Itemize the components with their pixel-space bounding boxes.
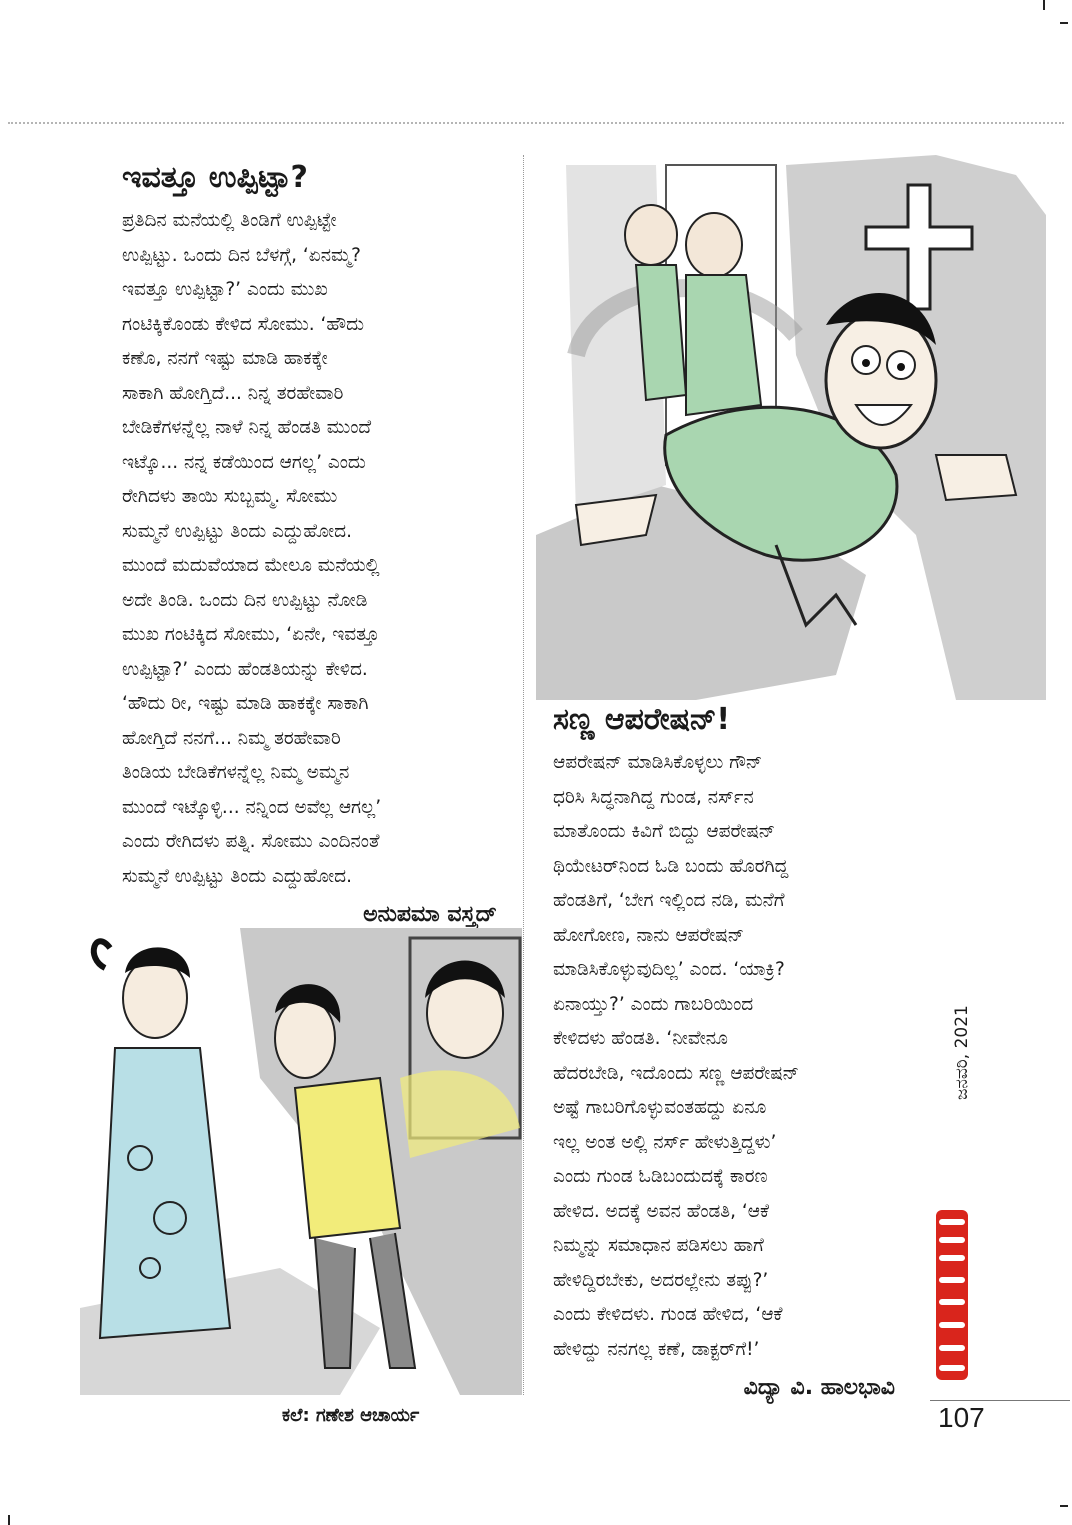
- text-line: ಅಷ್ಟೆ ಗಾಬರಿಗೊಳ್ಳುವಂತಹದ್ದು ಏನೂ: [553, 1097, 767, 1118]
- masthead-logo: [932, 1210, 972, 1380]
- text-line: ಮುಂದೆ ಮದುವೆಯಾದ ಮೇಲೂ ಮನೆಯಲ್ಲಿ: [122, 555, 380, 576]
- text-line: ಹೆಂಡತಿಗೆ, ‘ಬೇಗ ಇಲ್ಲಿಂದ ನಡಿ, ಮನೆಗೆ: [553, 890, 785, 911]
- text-line: ಉಪ್ಪಿಟ್ಟಾ?’ ಎಂದು ಹೆಂಡತಿಯನ್ನು ಕೇಳಿದ.: [122, 658, 368, 680]
- article-upittu: [122, 158, 497, 927]
- crop-mark: [1060, 1505, 1068, 1507]
- text-line: ಮುಖ ಗಂಟಿಕ್ಕಿದ ಸೋಮು, ‘ಏನೇ, ಇವತ್ತೂ: [122, 624, 380, 645]
- article-body: [553, 746, 895, 1367]
- text-line: ಕಣೊ, ನನಗೆ ಇಷ್ಟು ಮಾಡಿ ಹಾಕಕ್ಕೇ: [122, 348, 328, 369]
- text-line: ಹೋಗ್ತಿದೆ ನನಗೆ... ನಿಮ್ಮ ತರಹೇವಾರಿ: [122, 727, 341, 749]
- text-line: ಬೇಡಿಕೆಗಳನ್ನೆಲ್ಲ ನಾಳೆ ನಿನ್ನ ಹೆಂಡತಿ ಮುಂದೆ: [122, 417, 372, 438]
- article-body: [122, 204, 497, 894]
- article-title: ಸಣ್ಣ ಆಪರೇಷನ್!: [553, 702, 731, 737]
- text-line: ಮಾತೊಂದು ಕಿವಿಗೆ ಬಿದ್ದು ಆಪರೇಷನ್: [553, 821, 776, 842]
- text-line: ಎಂದು ಗುಂಡ ಓಡಿಬಂದುದಕ್ಕೆ ಕಾರಣ: [553, 1166, 768, 1187]
- text-line: ಇವತ್ತೂ ಉಪ್ಪಿಟ್ಟಾ?’ ಎಂದು ಮುಖ: [122, 279, 328, 300]
- text-line: ಧರಿಸಿ ಸಿದ್ಧನಾಗಿದ್ದ ಗುಂಡ, ನರ್ಸ್‌ನ: [553, 786, 754, 808]
- text-line: ಮುಂದೆ ಇಟ್ಕೊಳ್ಳಿ... ನನ್ನಿಂದ ಅವೆಲ್ಲ ಆಗಲ್ಲ’: [122, 796, 382, 818]
- crop-mark: [1060, 22, 1068, 24]
- text-line: ಏನಾಯ್ತು?’ ಎಂದು ಗಾಬರಿಯಿಂದ: [553, 993, 754, 1015]
- top-dotted-rule: [8, 122, 1064, 124]
- issue-date: ಜನವರಿ, 2021: [952, 1005, 972, 1100]
- text-line: ಹೆದರಬೇಡಿ, ಇದೊಂದು ಸಣ್ಣ ಆಪರೇಷನ್: [553, 1062, 800, 1084]
- crop-mark: [8, 1515, 10, 1525]
- text-line: ಕೇಳಿದಳು ಹೆಂಡತಿ. ‘ನೀವೇನೂ: [553, 1028, 728, 1049]
- text-line: ಸಾಕಾಗಿ ಹೋಗ್ತಿದೆ... ನಿನ್ನ ತರಹೇವಾರಿ: [122, 382, 344, 404]
- footer-rule: [930, 1400, 1070, 1401]
- author-byline: ವಿದ್ಯಾ ವಿ. ಹಾಲಭಾವಿ: [743, 1375, 895, 1400]
- text-line: ಸುಮ್ಮನೆ ಉಪ್ಪಿಟ್ಟು ತಿಂದು ಎದ್ದುಹೋದ.: [122, 520, 352, 542]
- author-byline: ಅನುಪಮಾ ವಸ್ತ್ರದ್: [363, 902, 497, 927]
- text-line: ತಿಂಡಿಯ ಬೇಡಿಕೆಗಳನ್ನೆಲ್ಲ ನಿಮ್ಮ ಅಮ್ಮನ: [122, 762, 350, 783]
- text-line: ಎಂದು ಕೇಳಿದಳು. ಗುಂಡ ಹೇಳಿದ, ‘ಆಕೆ: [553, 1304, 783, 1325]
- article-small-operation: [553, 700, 895, 1400]
- text-line: ಹೋಗೋಣ, ನಾನು ಆಪರೇಷನ್: [553, 924, 745, 946]
- text-line: ನಿಮ್ಮನ್ನು ಸಮಾಧಾನ ಪಡಿಸಲು ಹಾಗೆ: [553, 1235, 764, 1256]
- text-line: ಅದೇ ತಿಂಡಿ. ಒಂದು ದಿನ ಉಪ್ಪಿಟ್ಟು ನೋಡಿ: [122, 589, 368, 611]
- family-illustration: [80, 928, 522, 1395]
- text-line: ಉಪ್ಪಿಟ್ಟು. ಒಂದು ದಿನ ಬೆಳಗ್ಗೆ, ‘ಏನಮ್ಮ?: [122, 244, 361, 266]
- text-line: ಗಂಟಿಕ್ಕಿಕೊಂಡು ಕೇಳಿದ ಸೋಮು. ‘ಹೌದು: [122, 313, 364, 335]
- text-line: ಥಿಯೇಟರ್‌ನಿಂದ ಓಡಿ ಬಂದು ಹೊರಗಿದ್ದ: [553, 855, 789, 877]
- text-line: ಆಪರೇಷನ್ ಮಾಡಿಸಿಕೊಳ್ಳಲು ಗೌನ್: [553, 752, 763, 773]
- text-line: ಹೇಳಿದ್ದು ನನಗಲ್ಲ ಕಣೆ, ಡಾಕ್ಟರ್‌ಗೆ!’: [553, 1338, 760, 1360]
- text-line: ಸುಮ್ಮನೆ ಉಪ್ಪಿಟ್ಟು ತಿಂದು ಎದ್ದುಹೋದ.: [122, 865, 352, 887]
- text-line: ರೇಗಿದಳು ತಾಯಿ ಸುಬ್ಬಮ್ಮ. ಸೋಮು: [122, 486, 338, 507]
- page-number: 107: [938, 1402, 985, 1433]
- text-line: ಮಾಡಿಸಿಕೊಳ್ಳುವುದಿಲ್ಲ’ ಎಂದ. ‘ಯಾಕ್ರಿ?: [553, 959, 785, 980]
- text-line: ಎಂದು ರೇಗಿದಳು ಪತ್ನಿ. ಸೋಮು ಎಂದಿನಂತೆ: [122, 831, 380, 852]
- hospital-illustration-svg: [536, 155, 1046, 700]
- crop-mark: [1043, 0, 1045, 10]
- text-line: ಹೇಳಿದ್ದಿರಬೇಕು, ಅದರಲ್ಲೇನು ತಪ್ಪು?’: [553, 1269, 769, 1291]
- column-divider: [523, 155, 524, 1395]
- family-illustration-svg: [80, 928, 522, 1395]
- article-title: ಇವತ್ತೂ ಉಪ್ಪಿಟ್ಟಾ?: [122, 160, 308, 195]
- text-line: ಪ್ರತಿದಿನ ಮನೆಯಲ್ಲಿ ತಿಂಡಿಗೆ ಉಪ್ಪಿಟ್ಟೇ: [122, 210, 337, 231]
- text-line: ಹೇಳಿದ. ಅದಕ್ಕೆ ಅವನ ಹೆಂಡತಿ, ‘ಆಕೆ: [553, 1200, 770, 1222]
- mayura-logo: [932, 1210, 972, 1380]
- art-credit: ಕಲೆ: ಗಣೇಶ ಆಚಾರ್ಯ: [282, 1405, 420, 1426]
- text-line: ಇಲ್ಲ ಅಂತ ಅಲ್ಲಿ ನರ್ಸ್ ಹೇಳುತ್ತಿದ್ದಳು’: [553, 1131, 777, 1153]
- text-line: ‘ಹೌದು ರೀ, ಇಷ್ಟು ಮಾಡಿ ಹಾಕಕ್ಕೇ ಸಾಕಾಗಿ: [122, 693, 369, 714]
- hospital-illustration: [536, 155, 1046, 700]
- text-line: ಇಟ್ಕೊ... ನನ್ನ ಕಡೆಯಿಂದ ಆಗಲ್ಲ’ ಎಂದು: [122, 451, 366, 473]
